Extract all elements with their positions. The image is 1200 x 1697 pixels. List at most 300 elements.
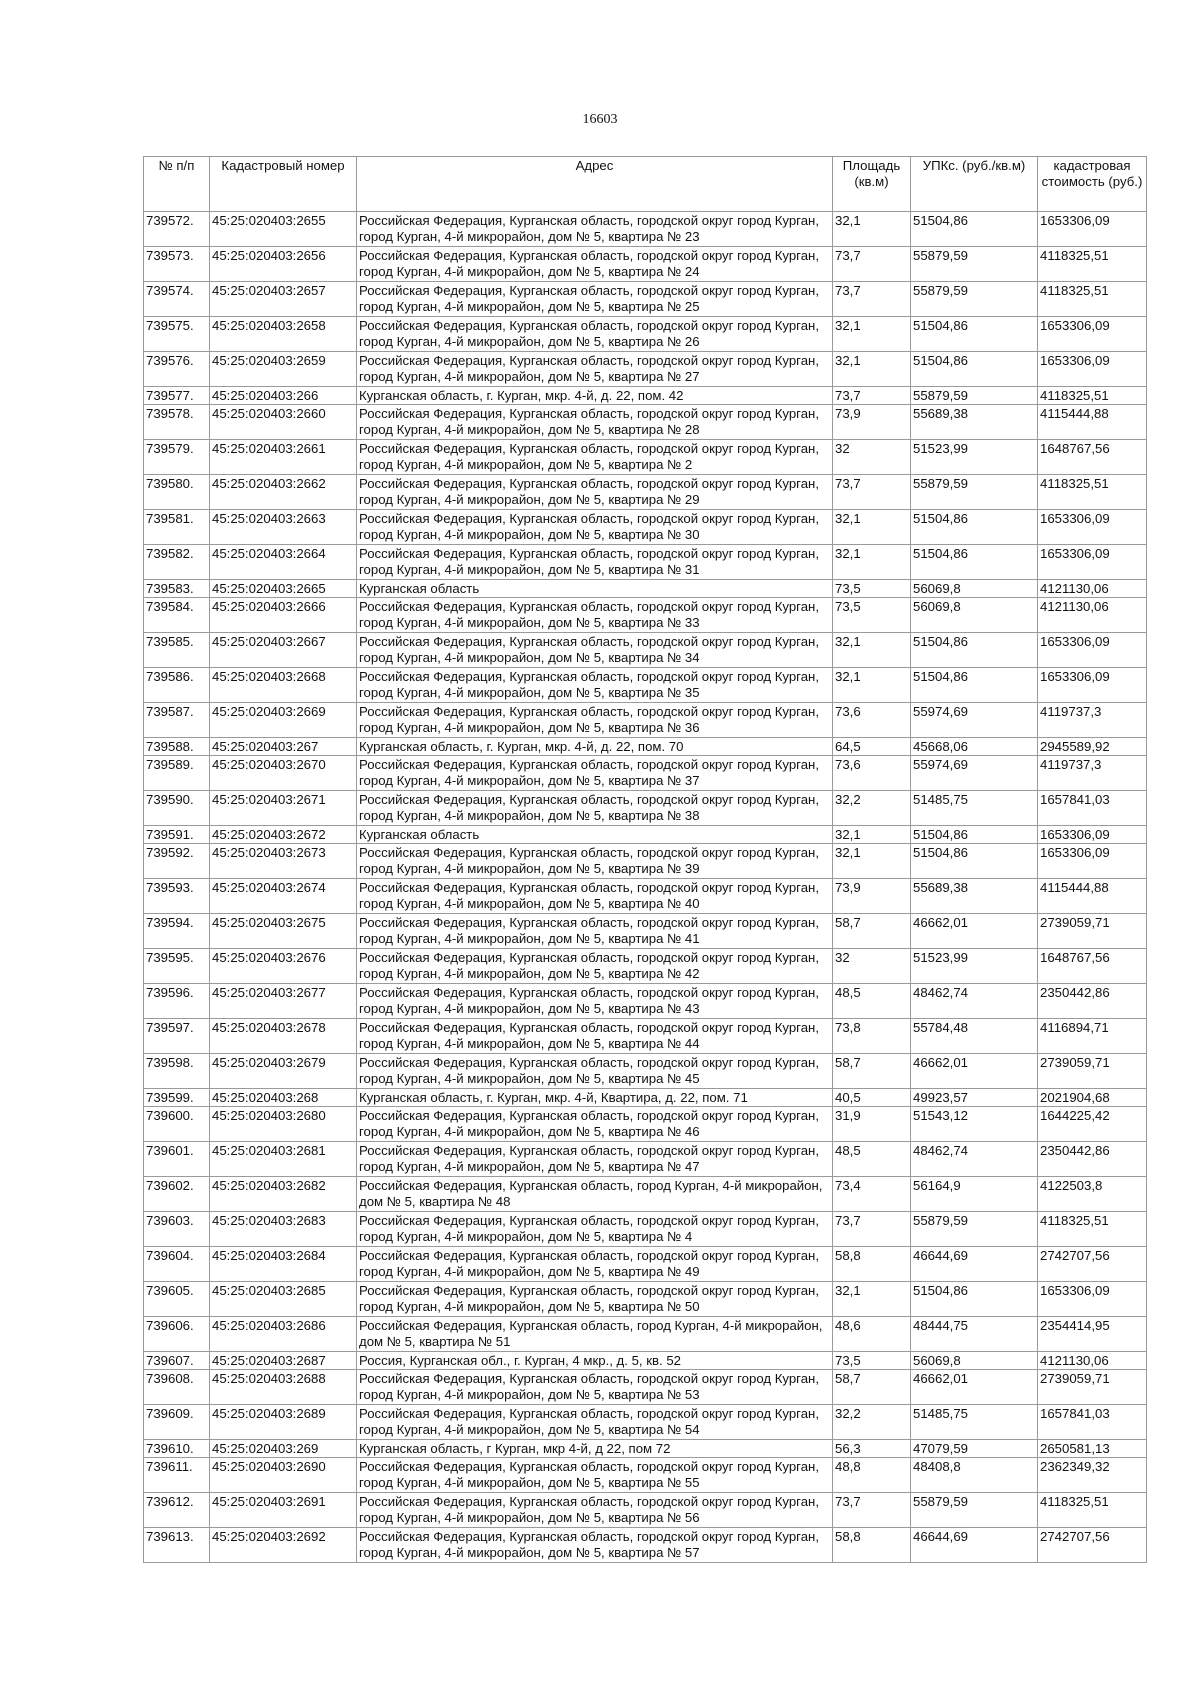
cadastral-number-cell: 45:25:020403:2666: [210, 598, 357, 633]
unit-value-cell: 55689,38: [911, 405, 1038, 440]
area-cell: 32,1: [833, 545, 911, 580]
address-cell: Российская Федерация, Курганская область, городской округ город Курган, город Курган, 4-й микрорайон, дом № 5, квартира № 41: [357, 914, 833, 949]
address-cell: Российская Федерация, Курганская область, городской округ город Курган, город Курган, 4-й микрорайон, дом № 5, квартира № 45: [357, 1054, 833, 1089]
row-number-cell: 739577.: [144, 387, 210, 405]
row-number-cell: 739607.: [144, 1352, 210, 1370]
address-cell: Курганская область, г. Курган, мкр. 4-й, д. 22, пом. 70: [357, 738, 833, 756]
cadastral-number-cell: 45:25:020403:2674: [210, 879, 357, 914]
unit-value-cell: 55879,59: [911, 282, 1038, 317]
row-number-cell: 739584.: [144, 598, 210, 633]
unit-value-cell: 51504,86: [911, 352, 1038, 387]
cadastral-number-cell: 45:25:020403:267: [210, 738, 357, 756]
cadastral-value-cell: 1653306,09: [1038, 668, 1147, 703]
row-number-cell: 739573.: [144, 247, 210, 282]
address-cell: Российская Федерация, Курганская область, городской округ город Курган, город Курган, 4-й микрорайон, дом № 5, квартира № 42: [357, 949, 833, 984]
cadastral-number-cell: 45:25:020403:2667: [210, 633, 357, 668]
unit-value-cell: 51504,86: [911, 545, 1038, 580]
header-address: Адрес: [357, 157, 833, 212]
cadastral-number-cell: 45:25:020403:2673: [210, 844, 357, 879]
unit-value-cell: 46662,01: [911, 1054, 1038, 1089]
cadastral-number-cell: 45:25:020403:2689: [210, 1405, 357, 1440]
row-number-cell: 739610.: [144, 1440, 210, 1458]
area-cell: 58,8: [833, 1528, 911, 1563]
row-number-cell: 739599.: [144, 1089, 210, 1107]
row-number-cell: 739597.: [144, 1019, 210, 1054]
cadastral-value-cell: 1657841,03: [1038, 791, 1147, 826]
unit-value-cell: 48408,8: [911, 1458, 1038, 1493]
area-cell: 73,7: [833, 1493, 911, 1528]
address-cell: Курганская область, г. Курган, мкр. 4-й, Квартира, д. 22, пом. 71: [357, 1089, 833, 1107]
area-cell: 73,5: [833, 580, 911, 598]
table-row: [144, 1089, 1147, 1107]
cadastral-number-cell: 45:25:020403:2656: [210, 247, 357, 282]
cadastral-number-cell: 45:25:020403:2686: [210, 1317, 357, 1352]
row-number-cell: 739581.: [144, 510, 210, 545]
page-number: 16603: [582, 112, 618, 127]
cadastral-number-cell: 45:25:020403:2692: [210, 1528, 357, 1563]
unit-value-cell: 51523,99: [911, 949, 1038, 984]
table-row: [144, 1352, 1147, 1370]
cadastral-value-cell: 4116894,71: [1038, 1019, 1147, 1054]
cadastral-value-cell: 2739059,71: [1038, 914, 1147, 949]
address-cell: Российская Федерация, Курганская область, городской округ город Курган, город Курган, 4-й микрорайон, дом № 5, квартира № 53: [357, 1370, 833, 1405]
cadastral-number-cell: 45:25:020403:2691: [210, 1493, 357, 1528]
address-cell: Российская Федерация, Курганская область, городской округ город Курган, город Курган, 4-й микрорайон, дом № 5, квартира № 50: [357, 1282, 833, 1317]
table-row: [144, 440, 1147, 475]
address-cell: Российская Федерация, Курганская область, городской округ город Курган, город Курган, 4-й микрорайон, дом № 5, квартира № 27: [357, 352, 833, 387]
address-cell: Российская Федерация, Курганская область, городской округ город Курган, город Курган, 4-й микрорайон, дом № 5, квартира № 24: [357, 247, 833, 282]
cadastral-value-cell: 1657841,03: [1038, 1405, 1147, 1440]
area-cell: 40,5: [833, 1089, 911, 1107]
area-cell: 58,8: [833, 1247, 911, 1282]
header-row-number: № п/п: [144, 157, 210, 212]
address-cell: Россия, Курганская обл., г. Курган, 4 мкр., д. 5, кв. 52: [357, 1352, 833, 1370]
table-row: [144, 1528, 1147, 1563]
cadastral-value-cell: 4118325,51: [1038, 282, 1147, 317]
area-cell: 32,1: [833, 212, 911, 247]
table-row: [144, 1142, 1147, 1177]
row-number-cell: 739582.: [144, 545, 210, 580]
address-cell: Российская Федерация, Курганская область, городской округ город Курган, город Курган, 4-й микрорайон, дом № 5, квартира № 30: [357, 510, 833, 545]
unit-value-cell: 46662,01: [911, 914, 1038, 949]
unit-value-cell: 51504,86: [911, 510, 1038, 545]
cadastral-number-cell: 45:25:020403:2655: [210, 212, 357, 247]
table-row: [144, 1317, 1147, 1352]
address-cell: Российская Федерация, Курганская область, городской округ город Курган, город Курган, 4-й микрорайон, дом № 5, квартира № 40: [357, 879, 833, 914]
table-row: [144, 633, 1147, 668]
address-cell: Российская Федерация, Курганская область, городской округ город Курган, город Курган, 4-й микрорайон, дом № 5, квартира № 49: [357, 1247, 833, 1282]
table-row: [144, 352, 1147, 387]
area-cell: 32: [833, 440, 911, 475]
row-number-cell: 739580.: [144, 475, 210, 510]
row-number-cell: 739574.: [144, 282, 210, 317]
table-row: [144, 1177, 1147, 1212]
table-row: [144, 668, 1147, 703]
area-cell: 73,5: [833, 598, 911, 633]
row-number-cell: 739612.: [144, 1493, 210, 1528]
table-row: [144, 1019, 1147, 1054]
table-row: [144, 580, 1147, 598]
area-cell: 32,1: [833, 352, 911, 387]
table-row: [144, 703, 1147, 738]
unit-value-cell: 51485,75: [911, 791, 1038, 826]
address-cell: Российская Федерация, Курганская область, городской округ город Курган, город Курган, 4-й микрорайон, дом № 5, квартира № 46: [357, 1107, 833, 1142]
area-cell: 73,7: [833, 475, 911, 510]
cadastral-number-cell: 45:25:020403:2690: [210, 1458, 357, 1493]
table-row: [144, 1405, 1147, 1440]
area-cell: 32,2: [833, 1405, 911, 1440]
cadastral-value-cell: 4115444,88: [1038, 879, 1147, 914]
row-number-cell: 739611.: [144, 1458, 210, 1493]
row-number-cell: 739576.: [144, 352, 210, 387]
address-cell: Российская Федерация, Курганская область, городской округ город Курган, город Курган, 4-й микрорайон, дом № 5, квартира № 31: [357, 545, 833, 580]
cadastral-number-cell: 45:25:020403:2676: [210, 949, 357, 984]
row-number-cell: 739596.: [144, 984, 210, 1019]
address-cell: Курганская область: [357, 580, 833, 598]
unit-value-cell: 48462,74: [911, 1142, 1038, 1177]
unit-value-cell: 49923,57: [911, 1089, 1038, 1107]
address-cell: Российская Федерация, Курганская область, городской округ город Курган, город Курган, 4-й микрорайон, дом № 5, квартира № 47: [357, 1142, 833, 1177]
unit-value-cell: 56069,8: [911, 1352, 1038, 1370]
table-row: [144, 844, 1147, 879]
table-row: [144, 1247, 1147, 1282]
cadastral-value-cell: 1653306,09: [1038, 212, 1147, 247]
table-row: [144, 247, 1147, 282]
cadastral-value-cell: 2739059,71: [1038, 1370, 1147, 1405]
cadastral-value-cell: 1653306,09: [1038, 317, 1147, 352]
table-row: [144, 317, 1147, 352]
area-cell: 32,1: [833, 844, 911, 879]
unit-value-cell: 55974,69: [911, 703, 1038, 738]
cadastral-number-cell: 45:25:020403:2661: [210, 440, 357, 475]
row-number-cell: 739594.: [144, 914, 210, 949]
table-row: [144, 1493, 1147, 1528]
unit-value-cell: 48444,75: [911, 1317, 1038, 1352]
row-number-cell: 739572.: [144, 212, 210, 247]
area-cell: 32,1: [833, 1282, 911, 1317]
cadastral-value-cell: 1653306,09: [1038, 510, 1147, 545]
row-number-cell: 739606.: [144, 1317, 210, 1352]
cadastral-value-cell: 1653306,09: [1038, 545, 1147, 580]
table-row: [144, 914, 1147, 949]
area-cell: 32: [833, 949, 911, 984]
unit-value-cell: 51504,86: [911, 826, 1038, 844]
row-number-cell: 739590.: [144, 791, 210, 826]
table-row: [144, 510, 1147, 545]
cadastral-value-cell: 2742707,56: [1038, 1528, 1147, 1563]
address-cell: Российская Федерация, Курганская область, городской округ город Курган, город Курган, 4-й микрорайон, дом № 5, квартира № 56: [357, 1493, 833, 1528]
cadastral-number-cell: 45:25:020403:2679: [210, 1054, 357, 1089]
cadastral-value-cell: 1653306,09: [1038, 1282, 1147, 1317]
cadastral-value-cell: 4119737,3: [1038, 756, 1147, 791]
cadastral-number-cell: 45:25:020403:2662: [210, 475, 357, 510]
cadastral-value-cell: 1653306,09: [1038, 633, 1147, 668]
table-row: [144, 756, 1147, 791]
cadastral-value-cell: 1648767,56: [1038, 440, 1147, 475]
cadastral-number-cell: 45:25:020403:2665: [210, 580, 357, 598]
row-number-cell: 739604.: [144, 1247, 210, 1282]
row-number-cell: 739605.: [144, 1282, 210, 1317]
cadastral-number-cell: 45:25:020403:2681: [210, 1142, 357, 1177]
cadastral-value-cell: 1648767,56: [1038, 949, 1147, 984]
row-number-cell: 739602.: [144, 1177, 210, 1212]
table-row: [144, 1370, 1147, 1405]
row-number-cell: 739575.: [144, 317, 210, 352]
row-number-cell: 739595.: [144, 949, 210, 984]
unit-value-cell: 51504,86: [911, 668, 1038, 703]
address-cell: Российская Федерация, Курганская область, городской округ город Курган, город Курган, 4-й микрорайон, дом № 5, квартира № 36: [357, 703, 833, 738]
table-row: [144, 1054, 1147, 1089]
table-row: [144, 212, 1147, 247]
unit-value-cell: 51504,86: [911, 633, 1038, 668]
area-cell: 48,5: [833, 984, 911, 1019]
header-cadastral-value: кадастровая стоимость (руб.): [1038, 157, 1147, 212]
area-cell: 48,8: [833, 1458, 911, 1493]
address-cell: Российская Федерация, Курганская область, городской округ город Курган, город Курган, 4-й микрорайон, дом № 5, квартира № 54: [357, 1405, 833, 1440]
unit-value-cell: 51504,86: [911, 317, 1038, 352]
table-row: [144, 282, 1147, 317]
table-row: [144, 738, 1147, 756]
cadastral-number-cell: 45:25:020403:2687: [210, 1352, 357, 1370]
unit-value-cell: 51485,75: [911, 1405, 1038, 1440]
cadastral-value-cell: 2739059,71: [1038, 1054, 1147, 1089]
area-cell: 58,7: [833, 914, 911, 949]
unit-value-cell: 45668,06: [911, 738, 1038, 756]
table-row: [144, 879, 1147, 914]
header-unit-value: УПКс. (руб./кв.м): [911, 157, 1038, 212]
area-cell: 73,6: [833, 703, 911, 738]
cadastral-number-cell: 45:25:020403:2672: [210, 826, 357, 844]
address-cell: Российская Федерация, Курганская область, городской округ город Курган, город Курган, 4-й микрорайон, дом № 5, квартира № 39: [357, 844, 833, 879]
cadastral-value-cell: 2021904,68: [1038, 1089, 1147, 1107]
row-number-cell: 739578.: [144, 405, 210, 440]
area-cell: 73,5: [833, 1352, 911, 1370]
cadastral-value-cell: 4119737,3: [1038, 703, 1147, 738]
area-cell: 56,3: [833, 1440, 911, 1458]
area-cell: 32,1: [833, 668, 911, 703]
unit-value-cell: 46644,69: [911, 1247, 1038, 1282]
cadastral-number-cell: 45:25:020403:2660: [210, 405, 357, 440]
row-number-cell: 739583.: [144, 580, 210, 598]
cadastral-number-cell: 45:25:020403:2675: [210, 914, 357, 949]
area-cell: 32,1: [833, 826, 911, 844]
area-cell: 32,1: [833, 510, 911, 545]
cadastral-number-cell: 45:25:020403:2677: [210, 984, 357, 1019]
area-cell: 73,9: [833, 879, 911, 914]
row-number-cell: 739579.: [144, 440, 210, 475]
unit-value-cell: 55974,69: [911, 756, 1038, 791]
unit-value-cell: 46644,69: [911, 1528, 1038, 1563]
table-row: [144, 598, 1147, 633]
cadastral-value-cell: 1653306,09: [1038, 844, 1147, 879]
address-cell: Российская Федерация, Курганская область, городской округ город Курган, город Курган, 4-й микрорайон, дом № 5, квартира № 34: [357, 633, 833, 668]
cadastral-number-cell: 45:25:020403:2682: [210, 1177, 357, 1212]
row-number-cell: 739609.: [144, 1405, 210, 1440]
row-number-cell: 739588.: [144, 738, 210, 756]
cadastral-number-cell: 45:25:020403:2680: [210, 1107, 357, 1142]
area-cell: 73,7: [833, 387, 911, 405]
row-number-cell: 739603.: [144, 1212, 210, 1247]
address-cell: Российская Федерация, Курганская область, городской округ город Курган, город Курган, 4-й микрорайон, дом № 5, квартира № 2: [357, 440, 833, 475]
row-number-cell: 739587.: [144, 703, 210, 738]
address-cell: Российская Федерация, Курганская область, городской округ город Курган, город Курган, 4-й микрорайон, дом № 5, квартира № 26: [357, 317, 833, 352]
row-number-cell: 739608.: [144, 1370, 210, 1405]
address-cell: Курганская область, г. Курган, мкр. 4-й, д. 22, пом. 42: [357, 387, 833, 405]
area-cell: 48,6: [833, 1317, 911, 1352]
header-cadastral-number: Кадастровый номер: [210, 157, 357, 212]
cadastral-value-cell: 4115444,88: [1038, 405, 1147, 440]
cadastral-number-cell: 45:25:020403:2668: [210, 668, 357, 703]
cadastral-value-cell: 2650581,13: [1038, 1440, 1147, 1458]
unit-value-cell: 55879,59: [911, 387, 1038, 405]
cadastral-number-cell: 45:25:020403:2685: [210, 1282, 357, 1317]
cadastral-value-cell: 4121130,06: [1038, 598, 1147, 633]
row-number-cell: 739586.: [144, 668, 210, 703]
cadastral-value-cell: 4122503,8: [1038, 1177, 1147, 1212]
cadastral-value-cell: 2362349,32: [1038, 1458, 1147, 1493]
area-cell: 32,2: [833, 791, 911, 826]
address-cell: Российская Федерация, Курганская область, городской округ город Курган, город Курган, 4-й микрорайон, дом № 5, квартира № 44: [357, 1019, 833, 1054]
cadastral-number-cell: 45:25:020403:269: [210, 1440, 357, 1458]
cadastral-value-cell: 4118325,51: [1038, 475, 1147, 510]
row-number-cell: 739592.: [144, 844, 210, 879]
cadastral-value-cell: 4118325,51: [1038, 247, 1147, 282]
unit-value-cell: 51523,99: [911, 440, 1038, 475]
address-cell: Российская Федерация, Курганская область, городской округ город Курган, город Курган, 4-й микрорайон, дом № 5, квартира № 55: [357, 1458, 833, 1493]
unit-value-cell: 55879,59: [911, 475, 1038, 510]
area-cell: 73,7: [833, 247, 911, 282]
table-row: [144, 1212, 1147, 1247]
table-row: [144, 545, 1147, 580]
table-row: [144, 1440, 1147, 1458]
cadastral-value-cell: 2742707,56: [1038, 1247, 1147, 1282]
unit-value-cell: 55784,48: [911, 1019, 1038, 1054]
area-cell: 32,1: [833, 633, 911, 668]
unit-value-cell: 55879,59: [911, 1493, 1038, 1528]
area-cell: 58,7: [833, 1054, 911, 1089]
cadastral-number-cell: 45:25:020403:2663: [210, 510, 357, 545]
unit-value-cell: 47079,59: [911, 1440, 1038, 1458]
area-cell: 73,7: [833, 1212, 911, 1247]
cadastral-number-cell: 45:25:020403:2688: [210, 1370, 357, 1405]
address-cell: Российская Федерация, Курганская область, городской округ город Курган, город Курган, 4-й микрорайон, дом № 5, квартира № 35: [357, 668, 833, 703]
row-number-cell: 739585.: [144, 633, 210, 668]
address-cell: Российская Федерация, Курганская область, городской округ город Курган, город Курган, 4-й микрорайон, дом № 5, квартира № 29: [357, 475, 833, 510]
cadastral-value-cell: 4118325,51: [1038, 387, 1147, 405]
address-cell: Российская Федерация, Курганская область, городской округ город Курган, город Курган, 4-й микрорайон, дом № 5, квартира № 37: [357, 756, 833, 791]
table-row: [144, 826, 1147, 844]
area-cell: 73,4: [833, 1177, 911, 1212]
cadastral-number-cell: 45:25:020403:2670: [210, 756, 357, 791]
area-cell: 58,7: [833, 1370, 911, 1405]
cadastral-number-cell: 45:25:020403:2671: [210, 791, 357, 826]
cadastral-number-cell: 45:25:020403:268: [210, 1089, 357, 1107]
cadastral-value-cell: 1653306,09: [1038, 352, 1147, 387]
cadastral-value-cell: 4121130,06: [1038, 1352, 1147, 1370]
area-cell: 48,5: [833, 1142, 911, 1177]
address-cell: Российская Федерация, Курганская область, городской округ город Курган, город Курган, 4-й микрорайон, дом № 5, квартира № 38: [357, 791, 833, 826]
row-number-cell: 739593.: [144, 879, 210, 914]
row-number-cell: 739589.: [144, 756, 210, 791]
cadastral-number-cell: 45:25:020403:2684: [210, 1247, 357, 1282]
table-row: [144, 1107, 1147, 1142]
cadastral-value-cell: 4121130,06: [1038, 580, 1147, 598]
cadastral-number-cell: 45:25:020403:2664: [210, 545, 357, 580]
address-cell: Российская Федерация, Курганская область, городской округ город Курган, город Курган, 4-й микрорайон, дом № 5, квартира № 28: [357, 405, 833, 440]
cadastral-value-cell: 2354414,95: [1038, 1317, 1147, 1352]
unit-value-cell: 56069,8: [911, 598, 1038, 633]
table-row: [144, 475, 1147, 510]
cadastral-number-cell: 45:25:020403:2678: [210, 1019, 357, 1054]
unit-value-cell: 55879,59: [911, 1212, 1038, 1247]
table-row: [144, 984, 1147, 1019]
unit-value-cell: 56069,8: [911, 580, 1038, 598]
cadastral-number-cell: 45:25:020403:266: [210, 387, 357, 405]
cadastral-value-cell: 2945589,92: [1038, 738, 1147, 756]
address-cell: Российская Федерация, Курганская область, городской округ город Курган, город Курган, 4-й микрорайон, дом № 5, квартира № 33: [357, 598, 833, 633]
cadastral-number-cell: 45:25:020403:2658: [210, 317, 357, 352]
address-cell: Российская Федерация, Курганская область, городской округ город Курган, город Курган, 4-й микрорайон, дом № 5, квартира № 23: [357, 212, 833, 247]
cadastral-number-cell: 45:25:020403:2657: [210, 282, 357, 317]
unit-value-cell: 48462,74: [911, 984, 1038, 1019]
area-cell: 32,1: [833, 317, 911, 352]
table-row: [144, 1458, 1147, 1493]
unit-value-cell: 51543,12: [911, 1107, 1038, 1142]
area-cell: 73,6: [833, 756, 911, 791]
cadastral-value-cell: 4118325,51: [1038, 1212, 1147, 1247]
address-cell: Российская Федерация, Курганская область, городской округ город Курган, город Курган, 4-й микрорайон, дом № 5, квартира № 4: [357, 1212, 833, 1247]
table-header-row: [144, 157, 1147, 212]
area-cell: 64,5: [833, 738, 911, 756]
cadastral-value-cell: 1653306,09: [1038, 826, 1147, 844]
area-cell: 73,8: [833, 1019, 911, 1054]
row-number-cell: 739601.: [144, 1142, 210, 1177]
table-row: [144, 949, 1147, 984]
table-row: [144, 387, 1147, 405]
table-body: [144, 212, 1147, 1563]
address-cell: Российская Федерация, Курганская область, городской округ город Курган, город Курган, 4-й микрорайон, дом № 5, квартира № 57: [357, 1528, 833, 1563]
unit-value-cell: 51504,86: [911, 1282, 1038, 1317]
unit-value-cell: 51504,86: [911, 212, 1038, 247]
area-cell: 31,9: [833, 1107, 911, 1142]
row-number-cell: 739591.: [144, 826, 210, 844]
row-number-cell: 739600.: [144, 1107, 210, 1142]
area-cell: 73,7: [833, 282, 911, 317]
address-cell: Российская Федерация, Курганская область, город Курган, 4-й микрорайон, дом № 5, квартира № 51: [357, 1317, 833, 1352]
header-area: Площадь (кв.м): [833, 157, 911, 212]
table-row: [144, 1282, 1147, 1317]
address-cell: Российская Федерация, Курганская область, городской округ город Курган, город Курган, 4-й микрорайон, дом № 5, квартира № 25: [357, 282, 833, 317]
cadastral-number-cell: 45:25:020403:2683: [210, 1212, 357, 1247]
address-cell: Российская Федерация, Курганская область, городской округ город Курган, город Курган, 4-й микрорайон, дом № 5, квартира № 43: [357, 984, 833, 1019]
address-cell: Курганская область: [357, 826, 833, 844]
row-number-cell: 739598.: [144, 1054, 210, 1089]
unit-value-cell: 55689,38: [911, 879, 1038, 914]
unit-value-cell: 51504,86: [911, 844, 1038, 879]
table-row: [144, 791, 1147, 826]
cadastral-number-cell: 45:25:020403:2659: [210, 352, 357, 387]
table-row: [144, 405, 1147, 440]
address-cell: Российская Федерация, Курганская область, город Курган, 4-й микрорайон, дом № 5, квартира № 48: [357, 1177, 833, 1212]
unit-value-cell: 46662,01: [911, 1370, 1038, 1405]
address-cell: Курганская область, г Курган, мкр 4-й, д 22, пом 72: [357, 1440, 833, 1458]
cadastral-value-cell: 1644225,42: [1038, 1107, 1147, 1142]
cadastral-value-cell: 2350442,86: [1038, 1142, 1147, 1177]
area-cell: 73,9: [833, 405, 911, 440]
cadastral-value-table: [143, 156, 1147, 1563]
cadastral-value-cell: 4118325,51: [1038, 1493, 1147, 1528]
row-number-cell: 739613.: [144, 1528, 210, 1563]
